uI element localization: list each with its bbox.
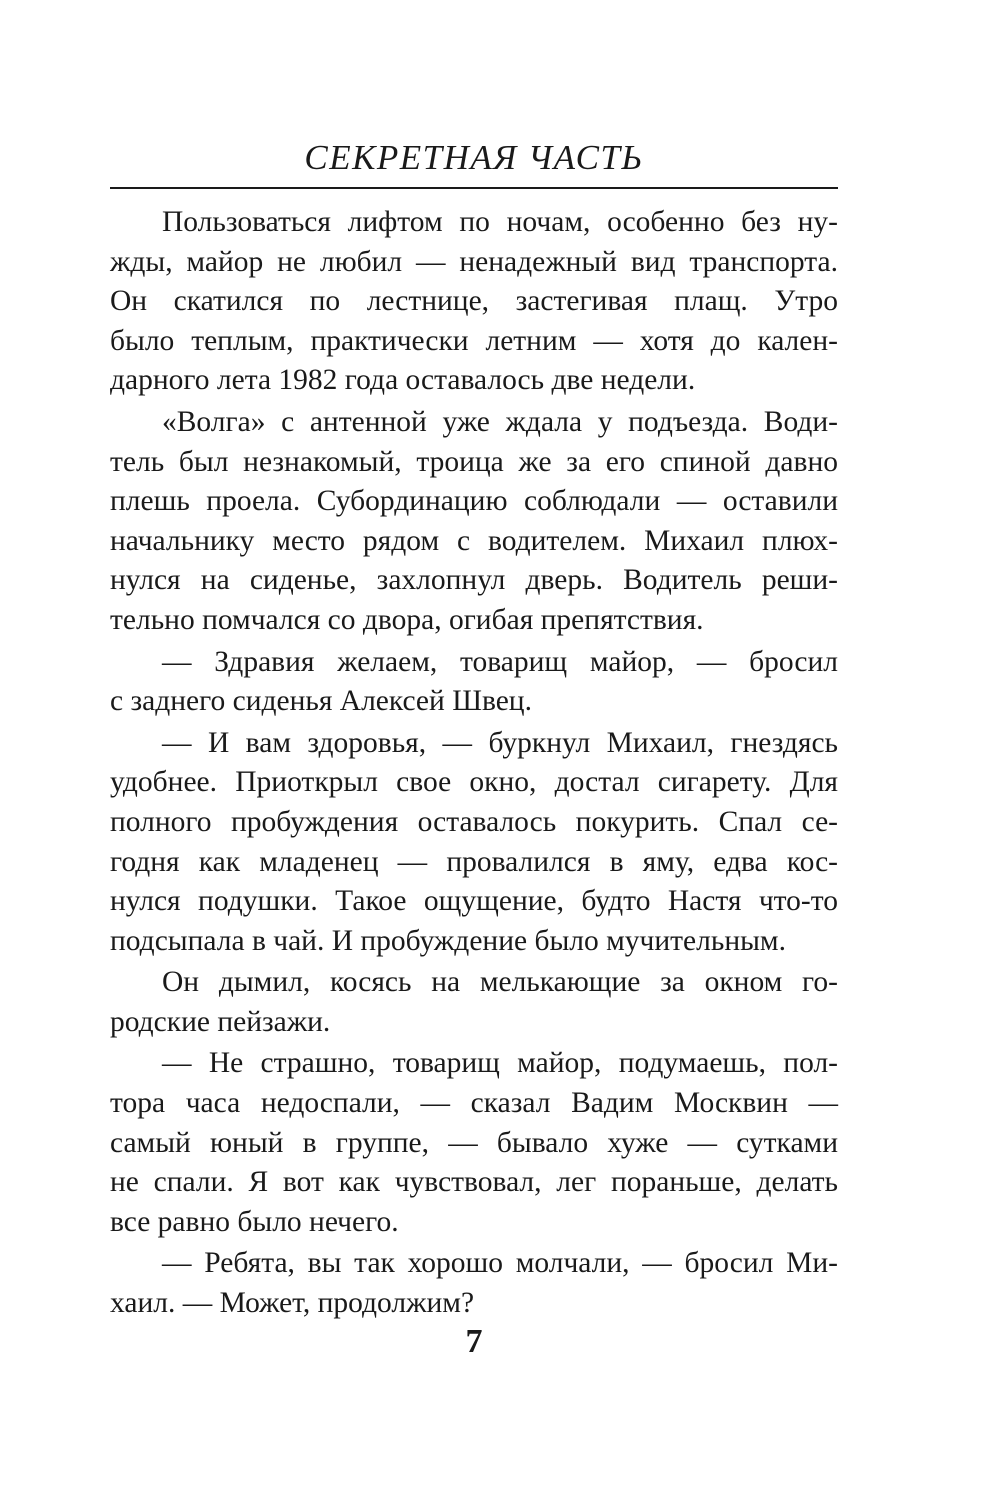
text-line: Он дымил, косясь на мелькающие за окном го-: [162, 966, 838, 999]
text-line: дарного лета 1982 года оставалось две недели.: [110, 364, 696, 397]
text-line: нулся подушки. Такое ощущение, будто Настя что-то: [110, 885, 838, 918]
text-line: с заднего сиденья Алексей Швец.: [110, 685, 532, 718]
text-line: не спали. Я вот как чувствовал, лег пораньше, делать: [110, 1166, 838, 1199]
text-line: — Здравия желаем, товарищ майор, — бросил: [162, 645, 838, 678]
text-line: Он скатился по лестнице, застегивая плащ. Утро: [110, 285, 838, 318]
text-line: все равно было нечего.: [110, 1205, 399, 1238]
text-line: подсыпала в чай. И пробуждение было мучительным.: [110, 924, 786, 957]
text-line: — Ребята, вы так хорошо молчали, — бросил Ми-: [162, 1247, 838, 1280]
text-line: тора часа недоспали, — сказал Вадим Москвин —: [110, 1087, 838, 1120]
paragraph: [110, 1244, 838, 1323]
text-line: — И вам здоровья, — буркнул Михаил, гнездясь: [162, 726, 838, 759]
text-line: «Волга» с антенной уже ждала у подъезда. Води-: [162, 405, 838, 438]
text-line: плешь проела. Субординацию соблюдали — оставили: [110, 485, 838, 518]
paragraph: [110, 963, 838, 1042]
text-line: нулся на сиденье, захлопнул дверь. Водитель реши-: [110, 564, 838, 597]
text-line: начальнику место рядом с водителем. Михаил плюх-: [110, 524, 838, 557]
text-line: родские пейзажи.: [110, 1005, 331, 1038]
text-line: было теплым, практически летним — хотя до кален-: [110, 324, 838, 357]
text-line: полного пробуждения оставалось покурить. Спал се-: [110, 805, 838, 838]
book-page: [110, 0, 838, 1496]
header-rule: [110, 187, 838, 189]
paragraph: [110, 1044, 838, 1242]
text-line: удобнее. Приоткрыл свое окно, достал сигарету. Для: [110, 766, 838, 799]
text-line: хаил. — Может, продолжим?: [110, 1287, 475, 1320]
text-line: Пользоваться лифтом по ночам, особенно без ну-: [162, 206, 838, 238]
body-text: [110, 203, 838, 1324]
paragraph: [110, 203, 838, 401]
page-number: 7: [465, 1323, 483, 1360]
paragraph: [110, 724, 838, 962]
text-line: самый юный в группе, — бывало хуже — сутками: [110, 1126, 838, 1159]
text-line: — Не страшно, товарищ майор, подумаешь, пол-: [162, 1047, 838, 1080]
text-line: тель был незнакомый, троица же за его спиной давно: [110, 445, 838, 478]
paragraph: [110, 403, 838, 641]
text-line: тельно помчался со двора, огибая препятствия.: [110, 603, 704, 636]
text-line: жды, майор не любил — ненадежный вид транспорта.: [110, 245, 838, 278]
running-head: СЕКРЕТНАЯ ЧАСТЬ: [304, 138, 644, 177]
text-line: годня как младенец — провалился в яму, едва кос-: [110, 845, 838, 878]
paragraph: [110, 643, 838, 722]
